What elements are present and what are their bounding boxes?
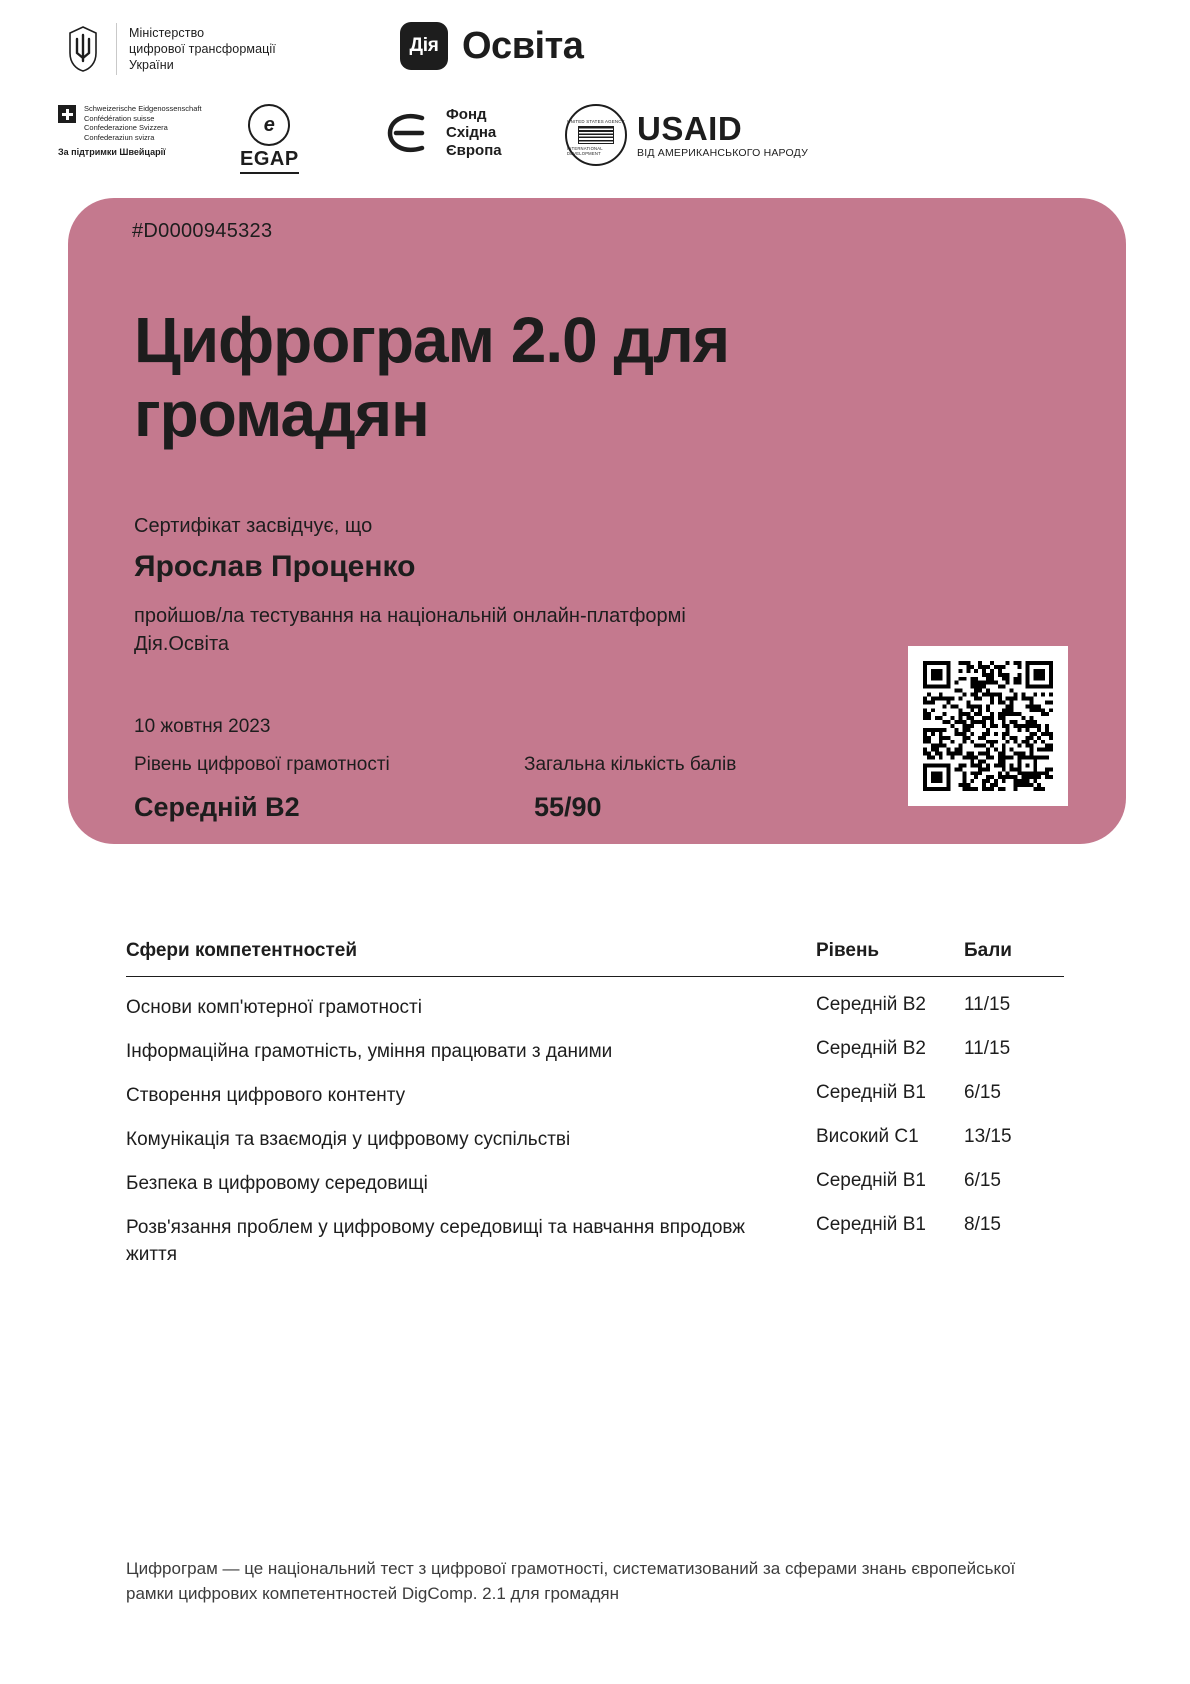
logo-divider: [116, 23, 117, 75]
egap-wordmark: EGAP: [240, 148, 299, 174]
table-header-level: Рівень: [816, 940, 880, 961]
qr-code-icon[interactable]: [923, 661, 1053, 791]
ministry-line-1: Міністерство: [129, 26, 205, 40]
certificate-score-value: 55/90: [534, 792, 602, 822]
east-europe-foundation-icon: [382, 106, 436, 160]
diia-osvita-logo: [400, 22, 583, 70]
usaid-seal-flag: [578, 126, 614, 144]
usaid-seal-top-text: UNITED STATES AGENCY: [567, 118, 625, 124]
certificate-title: Цифрограм 2.0 для громадян: [134, 304, 730, 450]
row-level: Високий C1: [816, 1126, 919, 1147]
osvita-wordmark: Освіта: [462, 24, 584, 67]
usaid-seal-icon: [565, 104, 627, 166]
table-header-area: Сфери компетентностей: [126, 940, 358, 961]
usaid-wordmark: USAID: [637, 109, 743, 147]
certificate-description: пройшов/ла тестування на національній онлайн-платформі Дія.Освіта: [134, 605, 686, 655]
egap-mark-icon: e: [248, 104, 290, 146]
table-row: [126, 1197, 1064, 1268]
row-score: 6/15: [964, 1170, 1001, 1191]
row-score: 13/15: [964, 1126, 1012, 1147]
row-area: Безпека в цифровому середовищі: [126, 1173, 428, 1194]
table-row: [126, 977, 1064, 1021]
qr-code-container[interactable]: [908, 646, 1068, 806]
swiss-confederation-logo: [58, 104, 202, 157]
swiss-support-text: За підтримки Швейцарії: [58, 147, 166, 157]
table-row: [126, 1109, 1064, 1153]
row-score: 8/15: [964, 1214, 1001, 1235]
certificate-id: #D0000945323: [132, 220, 273, 242]
row-area: Розв'язання проблем у цифровому середовищі та навчання впродовж життя: [126, 1217, 746, 1265]
row-level: Середній B2: [816, 994, 926, 1015]
fse-line-2: Східна: [446, 124, 497, 141]
usaid-logo: [565, 104, 808, 166]
certificate-card: [68, 198, 1126, 844]
east-europe-foundation-name: [446, 106, 502, 160]
certificate-recipient-name: Ярослав Проценко: [134, 550, 416, 583]
ministry-line-2: цифрової трансформації: [129, 42, 276, 56]
swiss-line-3: Confederazione Svizzera: [84, 123, 168, 132]
certificate-header: [0, 0, 1190, 190]
row-level: Середній B2: [816, 1038, 926, 1059]
row-level: Середній B1: [816, 1214, 926, 1235]
row-area: Основи комп'ютерної грамотності: [126, 997, 422, 1018]
certificate-attests-label: Сертифікат засвідчує, що: [134, 515, 373, 537]
footer-note: Цифрограм — це національний тест з цифрової грамотності, систематизований за сферами знань європейської рамки цифрових компетентностей DigComp. 2.1 для громадян: [126, 1559, 1016, 1603]
table-row: [126, 1021, 1064, 1065]
swiss-cross-icon: [58, 105, 76, 123]
usaid-seal-bottom-text: INTERNATIONAL DEVELOPMENT: [567, 145, 603, 156]
diia-badge-icon: Дія: [400, 22, 448, 70]
row-level: Середній B1: [816, 1082, 926, 1103]
ukraine-coat-of-arms-icon: [62, 22, 104, 76]
table-header-row: [126, 940, 1064, 977]
swiss-line-2: Confédération suisse: [84, 113, 155, 123]
swiss-line-4: Confederaziun svizra: [84, 132, 155, 142]
row-area: Комунікація та взаємодія у цифровому суспільстві: [126, 1129, 571, 1150]
certificate-level-value: Середній B2: [134, 792, 300, 822]
east-europe-foundation-logo: [382, 106, 502, 160]
ministry-name: [129, 25, 276, 73]
row-area: Інформаційна грамотність, уміння працювати з даними: [126, 1041, 613, 1062]
certificate-score-label: Загальна кількість балів: [524, 754, 737, 775]
swiss-line-1: Schweizerische Eidgenossenschaft: [84, 104, 202, 113]
table-header-score: Бали: [964, 940, 1012, 961]
competence-table: [126, 940, 1064, 1268]
fse-line-3: Європа: [446, 142, 502, 159]
row-score: 6/15: [964, 1082, 1001, 1103]
row-score: 11/15: [964, 1038, 1011, 1059]
row-area: Створення цифрового контенту: [126, 1085, 406, 1106]
fse-line-1: Фонд: [446, 106, 487, 123]
ministry-logo: [62, 22, 276, 76]
table-row: [126, 1153, 1064, 1197]
certificate-date: 10 жовтня 2023: [134, 716, 271, 737]
certificate-level-label: Рівень цифрової грамотності: [134, 754, 390, 775]
table-row: [126, 1065, 1064, 1109]
egap-logo: [240, 104, 299, 174]
usaid-tagline: ВІД АМЕРИКАНСЬКОГО НАРОДУ: [637, 146, 808, 159]
certificate-level-block: [134, 754, 524, 823]
row-level: Середній B1: [816, 1170, 926, 1191]
ministry-line-3: України: [129, 58, 174, 72]
row-score: 11/15: [964, 994, 1011, 1015]
certificate-score-block: [524, 754, 736, 823]
